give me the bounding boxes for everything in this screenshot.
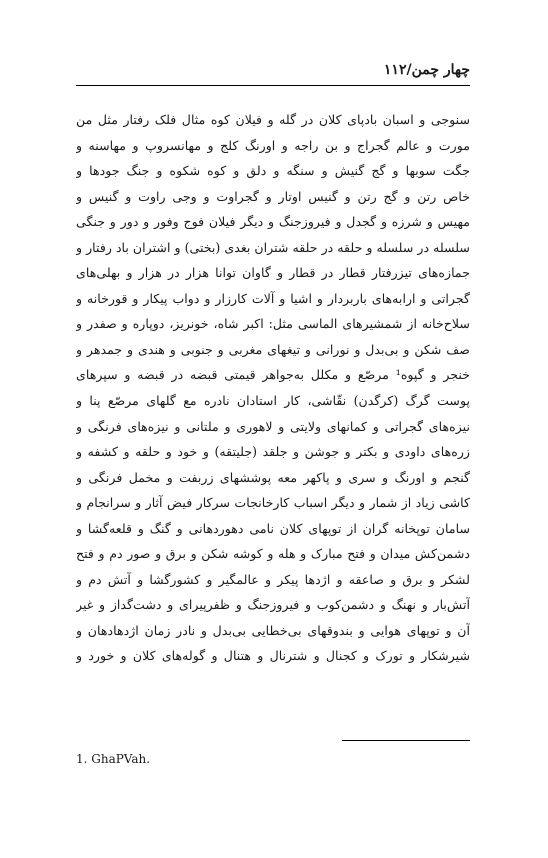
text-line: آتش‌بار و نهنگ و دشمن‌کوب و فیروزجنگ و ظفرپیرای و دشت‌گداز و غیر [76,597,470,613]
body-text [76,107,470,669]
text-line: لشکر و برق و صاعقه و اژدها پیکر و عالمگیر و کشورگشا و آتش دم و [76,571,470,587]
text-line: جمازه‌های تیزرفتار قطار در قطار و گاوان توانا هزار در هزار و بهلی‌های [76,265,470,281]
text-line: مورت و عالم گجراج و بن راجه و اورنگ کلج و مهانسروپ و مهاسنه و [76,137,470,153]
header-divider [76,85,470,86]
footnote: 1. GhaPVah. [76,752,151,766]
text-line: صف شکن و بی‌بدل و نورانی و تیغهای مغربی و جنوبی و هندی و جمدهر و [76,341,470,357]
text-line: جگت سوبها و گج گنیش و سنگه و دلق و کوه شکوه و جنگ جودها و [76,163,470,179]
text-line: سلاح‌خانه از شمشیرهای الماسی مثل: اکبر شاه، خونریز، دوپاره و صفدر و [76,316,470,332]
text-line: دشمن‌کش میدان و فتح مبارک و هله و کوشه شکن و برق و صور دم و فتح [76,546,470,562]
text-line: شیرشکار و تورک و کجنال و شترنال و هتنال و گوله‌های کلان و خورد و [76,648,470,664]
text-line: زره‌های داودی و بکتر و جوشن و جلقد (جلیتقه) و خود و حلقه و کشفه و [76,444,470,460]
text-line: مهیس و شرزه و گجدل و فیروزجنگ و دیگر فیلان فوج وفور و دور و جنگی [76,214,470,230]
text-line: کاشی زیاد از شمار و دیگر اسباب کارخانجات سرکار فیض آثار و سرانجام و [76,495,470,511]
text-line: آن و توپهای هوایی و بندوقهای بی‌خطایی بی‌بدل و نادر زمان اژدهادهان و [76,622,470,638]
footnote-divider [342,740,470,741]
text-line: نیزه‌های گجراتی و کمانهای ولایتی و لاهوری و ملتانی و نیزه‌های فرنگی و [76,418,470,434]
text-line: پوست گرگ (کرگدن) نقّاشی، کار استادان نادره مع گلهای مرصّع پنا و [76,393,470,409]
text-line: سلسله در سلسله و حلقه در حلقه شتران بغدی (بختی) و اشتران باد رفتار و [76,239,470,255]
text-line: گنجم و اورنگ و سری و پاکهر معه پوششهای زربفت و مخمل فرنگی و [76,469,470,485]
text-line: سنوجی و اسبان بادپای کلان در گله و فیلان کوه مثال فلک رفتار مثل من [76,112,470,127]
text-line: گجراتی و ارابه‌های باربردار و اشیا و آلات کارزار و دواب پیکار و قورخانه و [76,290,470,306]
page-header: چهار چمن/۱۱۲ [383,62,470,78]
text-line: خاص رتن و گج رتن و گنیس اوتار و گجراوت و وجی راوت و گنیس و [76,188,470,204]
text-line: سامان توپخانه گران از توپهای کلان نامی دهوردهانی و گنگ و قلعه‌گشا و [76,520,470,536]
text-line: خنجر و گپوه¹ مرصّع و مکلل به‌جواهر قیمتی قبضه در قبضه و سپرهای [76,367,470,383]
